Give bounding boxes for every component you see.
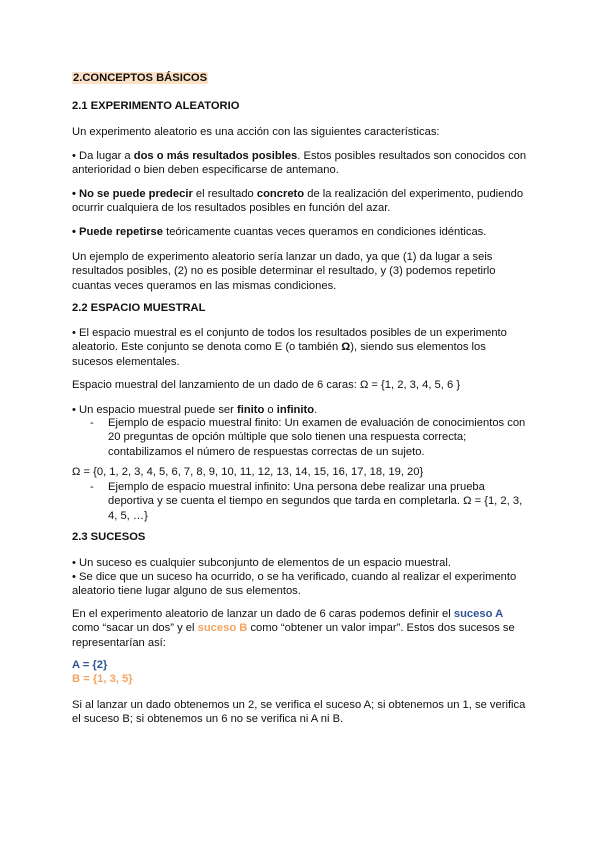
suceso-b-label: suceso B — [197, 622, 248, 635]
s23-bullet-2: • Se dice que un suceso ha ocurrido, o se ha verificado, cuando al realizar el experimento aleatorio tiene lugar alguno de sus elementos. — [72, 571, 517, 598]
s23-bullet-1: • Un suceso es cualquier subconjunto de elementos de un espacio muestral. — [72, 557, 451, 569]
section-2-3-heading: 2.3 SUCESOS — [72, 531, 146, 543]
dash-marker: - — [90, 481, 94, 493]
document-title: 2.CONCEPTOS BÁSICOS — [73, 72, 208, 84]
s21-bullet-3: • Puede repetirse teóricamente cuantas veces queramos en condiciones idénticas. — [72, 226, 487, 238]
infinite-example-item — [90, 480, 528, 523]
s23-final: Si al lanzar un dado obtenemos un 2, se verifica el suceso A; si obtenemos un 1, se verifica el suceso B; si obtenemos un 6 no se verifica ni A ni B. — [72, 699, 526, 726]
section-2-1-heading: 2.1 EXPERIMENTO ALEATORIO — [72, 100, 240, 112]
dash-marker: - — [90, 417, 94, 429]
infinite-example-text: Ejemplo de espacio muestral infinito: Una persona debe realizar una prueba deportiva y se cuenta el tiempo en segundos que tarda en completarla. Ω = {1, 2, 3, 4, 5, …} — [108, 481, 523, 522]
section-2-2-heading: 2.2 ESPACIO MUESTRAL — [72, 302, 206, 314]
s21-bullet-1: • Da lugar a dos o más resultados posibles. Estos posibles resultados son conocidos con anterioridad o bien deben especificarse de antemano. — [72, 150, 527, 177]
omega-finite-set: Ω = {0, 1, 2, 3, 4, 5, 6, 7, 8, 9, 10, 11, 12, 13, 14, 15, 16, 17, 18, 19, 20} — [72, 466, 424, 478]
set-b: B = {1, 3, 5} — [72, 673, 133, 685]
s21-bullet-2: • No se puede predecir el resultado concreto de la realización del experimento, pudiendo ocurrir cualquiera de los resultados posibles en función del azar. — [72, 188, 524, 215]
s22-dice-space: Espacio muestral del lanzamiento de un dado de 6 caras: Ω = {1, 2, 3, 4, 5, 6 } — [72, 379, 461, 391]
finite-example-text: Ejemplo de espacio muestral finito: Un examen de evaluación de conocimientos con 20 preguntas de opción múltiple que solo tienen una respuesta correcta; contabilizamos el número de respuestas correctas de un sujeto. — [108, 417, 526, 458]
finite-example-item — [90, 416, 528, 459]
suceso-a-label: suceso A — [453, 608, 504, 620]
s21-example: Un ejemplo de experimento aleatorio sería lanzar un dado, ya que (1) da lugar a seis resultados posibles, (2) no es posible determinar el resultado, y (3) podemos repetirlo cuantas veces queramos en las mismas condiciones. — [72, 251, 496, 292]
set-a: A = {2} — [72, 659, 108, 671]
s21-intro: Un experimento aleatorio es una acción con las siguientes características: — [72, 126, 440, 138]
s22-definition: • El espacio muestral es el conjunto de todos los resultados posibles de un experimento aleatorio. Este conjunto se denota como E (o también Ω), siendo sus elementos los sucesos elementales. — [72, 327, 507, 368]
s23-example: En el experimento aleatorio de lanzar un dado de 6 caras podemos definir el suceso A como “sacar un dos” y el suceso B como “obtener un valor impar”. Estos dos sucesos se representarían así: — [72, 608, 515, 649]
s22-finite-infinite: • Un espacio muestral puede ser finito o infinito. — [72, 404, 318, 416]
